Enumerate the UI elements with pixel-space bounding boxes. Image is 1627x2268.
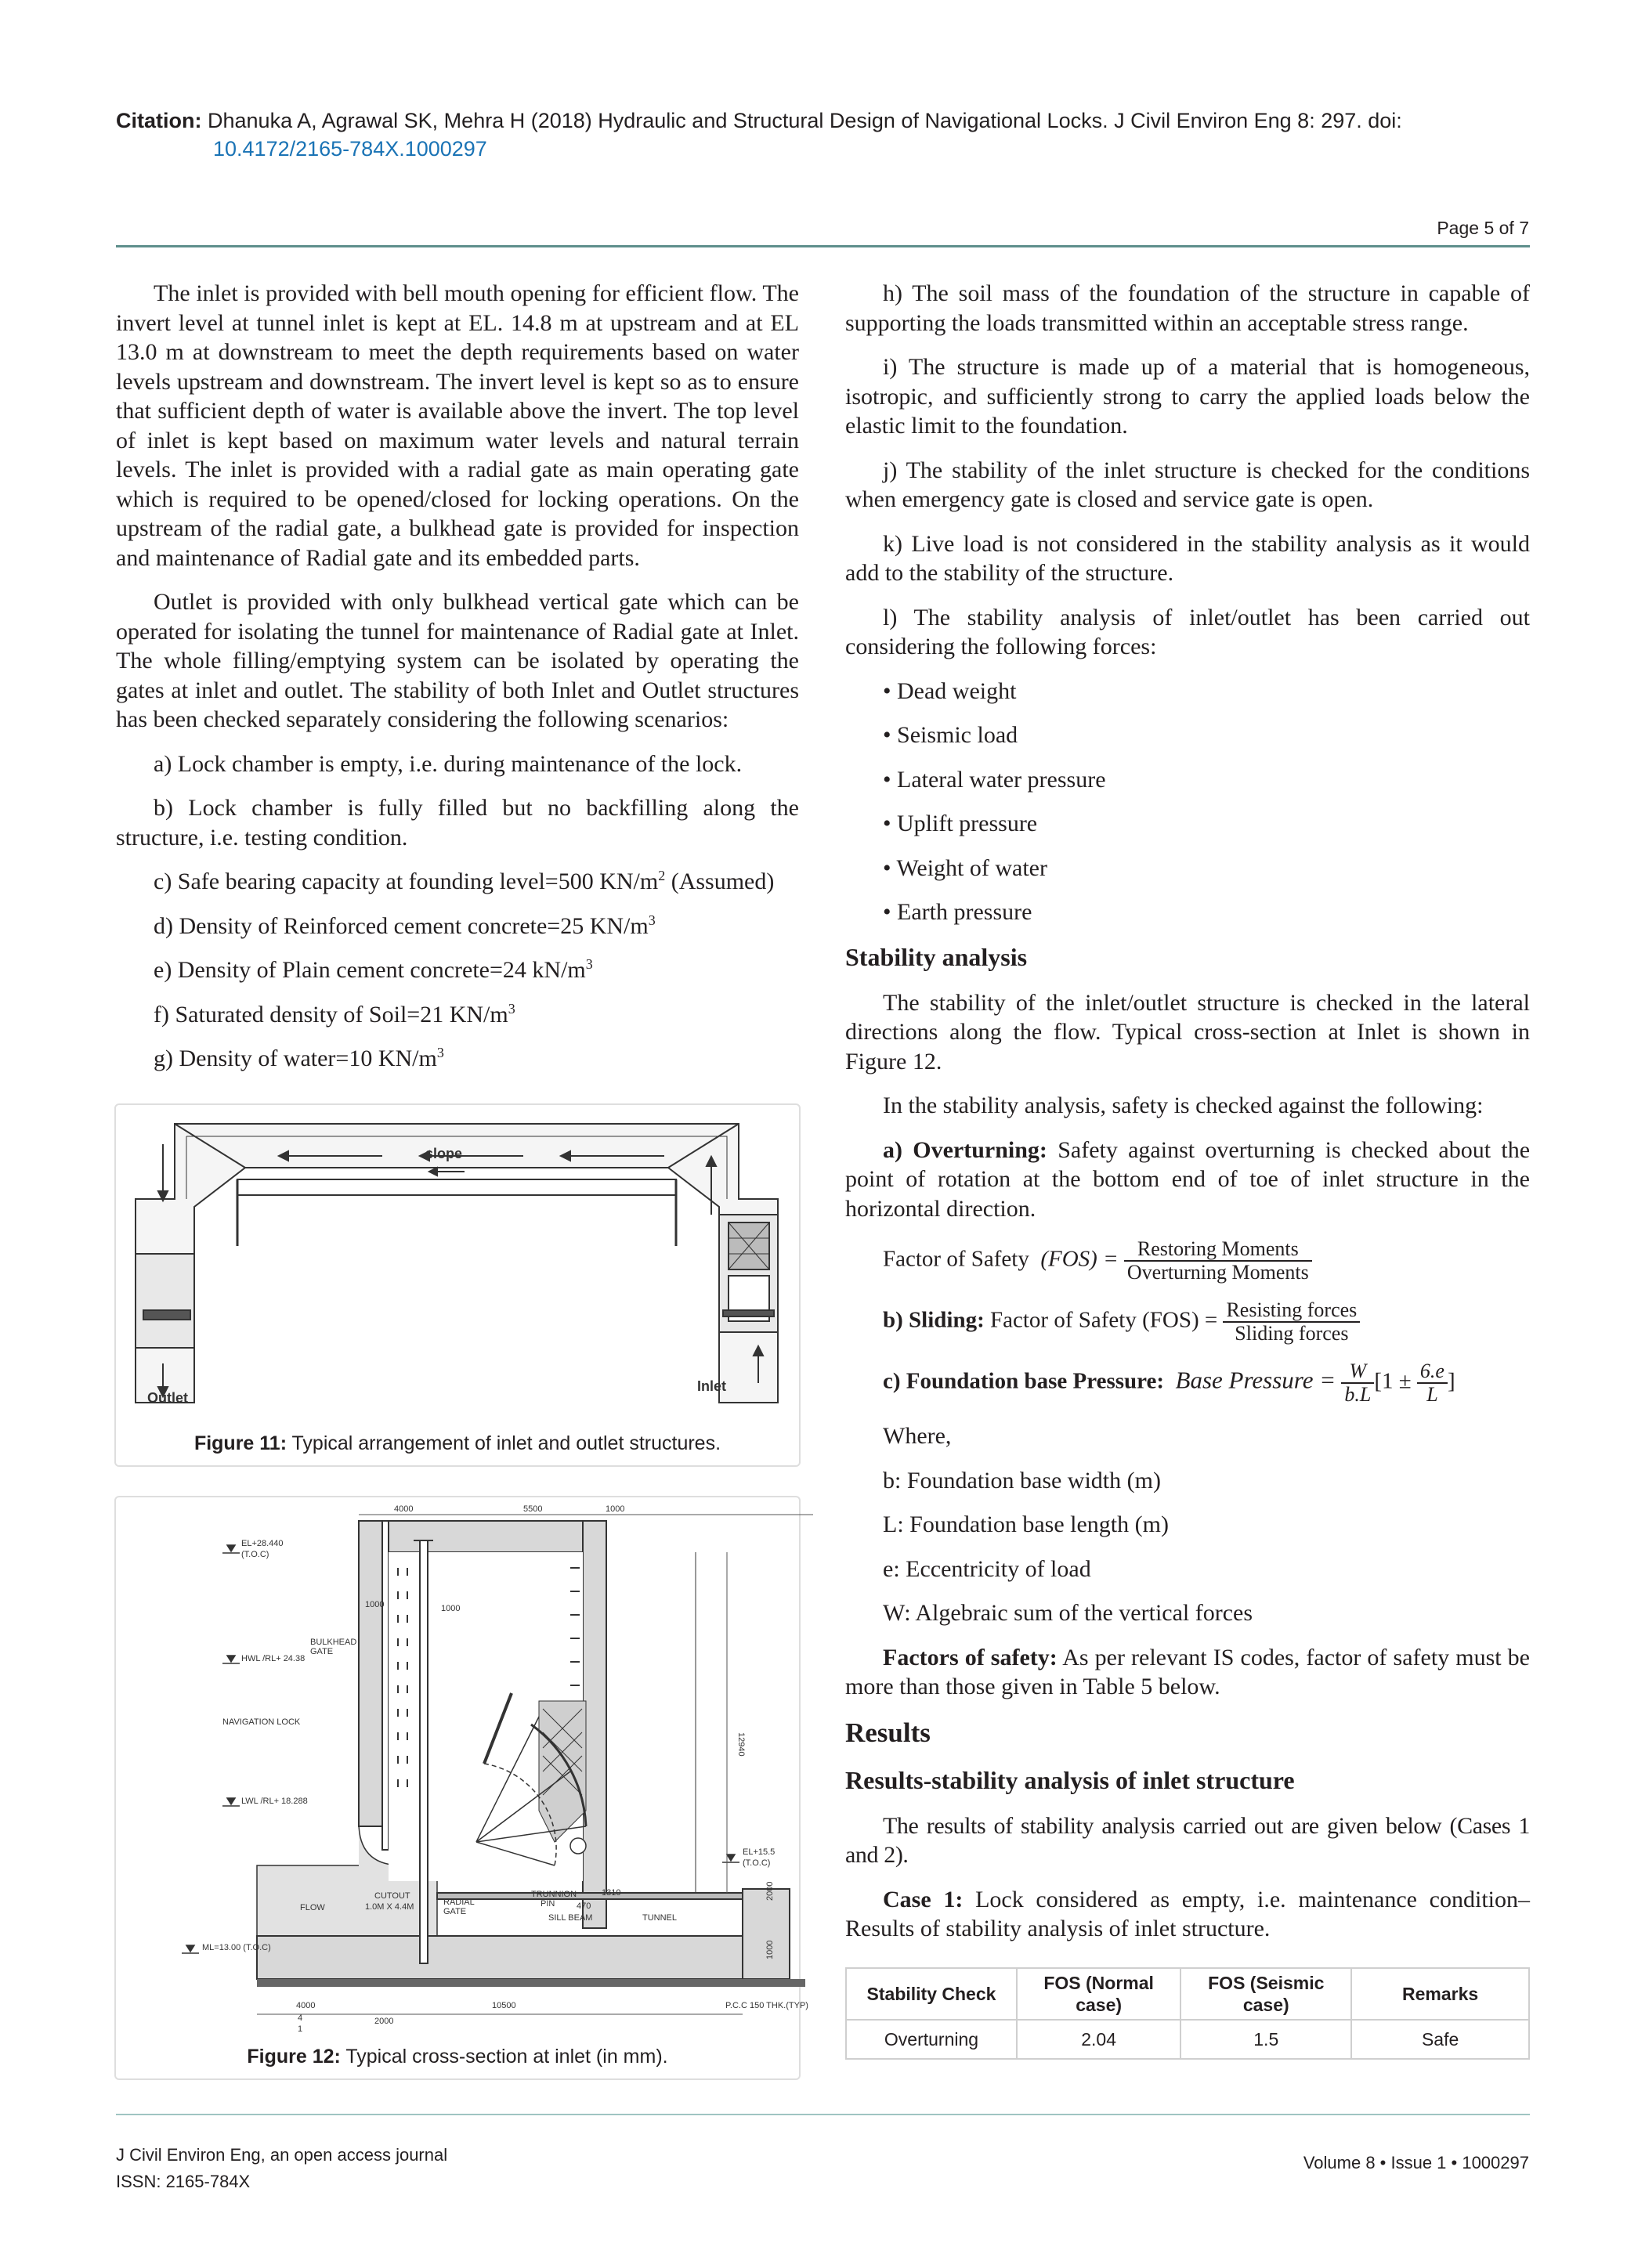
dim-1000-top: 1000	[606, 1504, 625, 1514]
assumption-h: h) The soil mass of the foundation of the structure in capable of supporting the loads transmitted within an acceptable stress range.	[845, 280, 1530, 336]
header-stability-check: Stability Check	[846, 1968, 1017, 2020]
stability-heading: Stability analysis	[845, 942, 1028, 971]
toc-label: (T.O.C)	[241, 1550, 269, 1559]
scenario-a: a) Lock chamber is empty, i.e. during maintenance of the lock.	[154, 750, 743, 777]
table-header-row	[846, 1968, 1529, 2020]
cell-fos-normal: 2.04	[1017, 2020, 1180, 2059]
table-row	[846, 2020, 1529, 2059]
lwl-label: LWL /RL+ 18.288	[241, 1797, 308, 1806]
definition-L: L: Foundation base length (m)	[883, 1511, 1169, 1537]
pin-label: PIN	[541, 1899, 555, 1909]
pcc-label: P.C.C 150 THK.(TYP)	[725, 2001, 808, 2010]
sill-beam-label: SILL BEAM	[548, 1913, 593, 1923]
scenario-e: e) Density of Plain cement concrete=24 $kN/m^3$	[154, 956, 593, 983]
figure-11-diagram	[116, 1105, 799, 1434]
slope-ratio-4: 4	[298, 2013, 303, 2023]
dim-1000-right: 1000	[765, 1940, 775, 1959]
toc-right-label: (T.O.C)	[743, 1858, 771, 1868]
force-item: • Uplift pressure	[883, 811, 1038, 836]
ml-label: ML=13.00 (T.O.C)	[202, 1943, 271, 1952]
figure-12-diagram	[116, 1497, 808, 2038]
stability-paragraph: The stability of the inlet/outlet structure is checked in the lateral directions along the flow. Typical cross-section at Inlet is shown in Figure 12.	[845, 989, 1530, 1074]
footer-left	[116, 2142, 447, 2195]
dim-4000-bottom: 4000	[296, 2001, 316, 2010]
force-item: • Earth pressure	[883, 899, 1032, 925]
slope-label: slope	[425, 1146, 463, 1161]
case1-paragraph: Case 1: Lock considered as empty, i.e. maintenance condition– Results of stability analysis of inlet structure.	[845, 1886, 1530, 1941]
sliding-formula: b) Sliding: Factor of Safety (FOS) = $\frac{\text{Resisting forces}}{\text{Sliding forces}}$	[883, 1299, 1530, 1345]
figure-11-caption: Figure 11: Typical arrangement of inlet and outlet structures.	[193, 1432, 721, 1454]
header-fos-normal: FOS (Normal case)	[1017, 1968, 1180, 2020]
cutout-size-label: 1.0M X 4.4M	[365, 1902, 414, 1912]
dim-5500: 5500	[523, 1504, 543, 1514]
force-item: • Seismic load	[883, 722, 1018, 748]
header-fos-seismic: FOS (Seismic case)	[1180, 1968, 1351, 2020]
bulkhead-gate-label: GATE	[310, 1647, 334, 1656]
cell-check: Overturning	[846, 2020, 1017, 2059]
page-number: Page 5 of 7	[1437, 218, 1529, 238]
figure-11	[114, 1103, 801, 1467]
assumption-l: l) The stability analysis of inlet/outlet has been carried out considering the following forces:	[845, 604, 1530, 659]
scenario-g: g) Density of water=10 $KN/m^3$	[154, 1045, 444, 1071]
fos-formula: Factor of Safety (FOS) = $\frac{\text{Restoring Moments}}{\text{Overturning Moments}}$	[883, 1238, 1530, 1284]
figure-12	[114, 1496, 808, 2080]
bulkhead-label: BULKHEAD	[310, 1638, 357, 1647]
tunnel-label: TUNNEL	[642, 1913, 678, 1923]
results-table	[845, 1967, 1530, 2060]
inlet-label: Inlet	[697, 1378, 727, 1394]
force-item: • Lateral water pressure	[883, 766, 1106, 793]
stability-paragraph-2: In the stability analysis, safety is checked against the following:	[883, 1092, 1484, 1118]
dim-1000-a: 1000	[365, 1600, 385, 1609]
scenario-c: c) Safe bearing capacity at founding level=500 $KN/m^2$ (Assumed)	[154, 868, 775, 894]
radial-label: RADIAL	[443, 1898, 475, 1907]
left-column	[116, 279, 799, 1089]
dim-1000-b: 1000	[441, 1604, 461, 1613]
assumption-i: i) The structure is made up of a material that is homogeneous, isotropic, and sufficiently strong to carry the applied loads below the elastic limit to the foundation.	[845, 354, 1530, 439]
cell-fos-seismic: 1.5	[1180, 2020, 1351, 2059]
footer-volume: Volume 8 • Issue 1 • 1000297	[1303, 2153, 1529, 2172]
definition-e: e: Eccentricity of load	[883, 1555, 1091, 1582]
assumption-k: k) Live load is not considered in the stability analysis as it would add to the stability of the structure.	[845, 530, 1530, 586]
assumption-j: j) The stability of the inlet structure is checked for the conditions when emergency gate is closed and service gate is open.	[845, 457, 1530, 512]
force-item: • Weight of water	[883, 854, 1047, 881]
results-subheading: Results-stability analysis of inlet structure	[845, 1765, 1295, 1794]
cell-remarks: Safe	[1351, 2020, 1529, 2059]
navigation-lock-label: NAVIGATION LOCK	[222, 1717, 301, 1727]
definition-W: W: Algebraic sum of the vertical forces	[883, 1600, 1253, 1626]
footer-journal: J Civil Environ Eng, an open access journal	[116, 2145, 448, 2165]
factors-of-safety-paragraph: Factors of safety: As per relevant IS codes, factor of safety must be more than those given in Table 5 below.	[845, 1644, 1530, 1699]
base-pressure-formula: c) Foundation base Pressure: Base Pressure = $\frac{W}{b.L}$ [1 ± $\frac{6.e}{L}$ ]	[883, 1360, 1455, 1406]
outlet-label: Outlet	[147, 1390, 188, 1406]
results-heading: Results	[845, 1717, 931, 1748]
paragraph-inlet: The inlet is provided with bell mouth opening for efficient flow. The invert level at tunnel inlet is kept at EL. 14.8 m at upstream and at EL 13.0 m at downstream to meet the depth requirements based on water levels upstream and downstream. The invert level is kept so as to ensure that sufficient depth of water is available above the invert. The top level of inlet is kept based on maximum water levels and natural terrain levels. The inlet is provided with a radial gate as main operating gate which is required to be opened/closed for locking operations. On the upstream of the radial gate, a bulkhead gate is provided for inspection and maintenance of Radial gate and its embedded parts.	[116, 280, 799, 571]
footer-issn: ISSN: 2165-784X	[116, 2172, 251, 2191]
hwl-label: HWL /RL+ 24.38	[241, 1654, 306, 1663]
cutout-label: CUTOUT	[374, 1891, 410, 1901]
right-column	[845, 279, 1530, 1959]
dim-4000-top: 4000	[394, 1504, 414, 1514]
slope-ratio-1: 1	[298, 2024, 303, 2034]
dim-470: 470	[577, 1901, 591, 1911]
results-paragraph: The results of stability analysis carried out are given below (Cases 1 and 2).	[845, 1812, 1530, 1868]
dim-10500: 10500	[492, 2001, 516, 2010]
citation-label: Citation:	[116, 109, 202, 132]
radial-gate-label: GATE	[443, 1907, 467, 1916]
where-label: Where,	[883, 1423, 952, 1449]
citation-text: Dhanuka A, Agrawal SK, Mehra H (2018) Hydraulic and Structural Design of Navigational Locks. J Civil Environ Eng 8: 297. doi:	[208, 109, 1402, 132]
dim-1310: 1310	[602, 1888, 621, 1898]
force-item: • Dead weight	[883, 677, 1017, 704]
dim-2000-bottom: 2000	[374, 2017, 394, 2026]
paragraph-outlet: Outlet is provided with only bulkhead vertical gate which can be operated for isolating the tunnel for maintenance of Radial gate at Inlet. The whole filling/emptying system can be isolated by operating the gates at inlet and outlet. The stability of both Inlet and Outlet structures has been checked separately considering the following scenarios:	[116, 589, 799, 732]
flow-label: FLOW	[300, 1903, 325, 1912]
doi-link[interactable]: 10.4172/2165-784X.1000297	[213, 137, 487, 161]
header-divider	[116, 245, 1530, 247]
definition-b: b: Foundation base width (m)	[883, 1467, 1161, 1493]
figure-12-caption: Figure 12: Typical cross-section at inlet (in mm).	[247, 2046, 668, 2068]
footer-divider	[116, 2114, 1530, 2115]
el-right-label: EL+15.5	[743, 1847, 776, 1857]
scenario-d: d) Density of Reinforced cement concrete=25 $KN/m^3$	[154, 912, 656, 939]
overturning-paragraph: a) Overturning: Safety against overturning is checked about the point of rotation at the bottom end of toe of inlet structure in the horizontal direction.	[845, 1136, 1531, 1222]
scenario-b: b) Lock chamber is fully filled but no backfilling along the structure, i.e. testing condition.	[116, 795, 799, 850]
header-remarks: Remarks	[1351, 1968, 1529, 2020]
el-top-label: EL+28.440	[241, 1539, 284, 1548]
dim-12940: 12940	[736, 1732, 746, 1757]
citation	[116, 107, 1627, 163]
trunnion-label: TRUNNION	[531, 1890, 577, 1899]
scenario-f: f) Saturated density of Soil=21 $KN/m^3$	[154, 1000, 515, 1027]
dim-2000-right: 2000	[765, 1881, 775, 1901]
